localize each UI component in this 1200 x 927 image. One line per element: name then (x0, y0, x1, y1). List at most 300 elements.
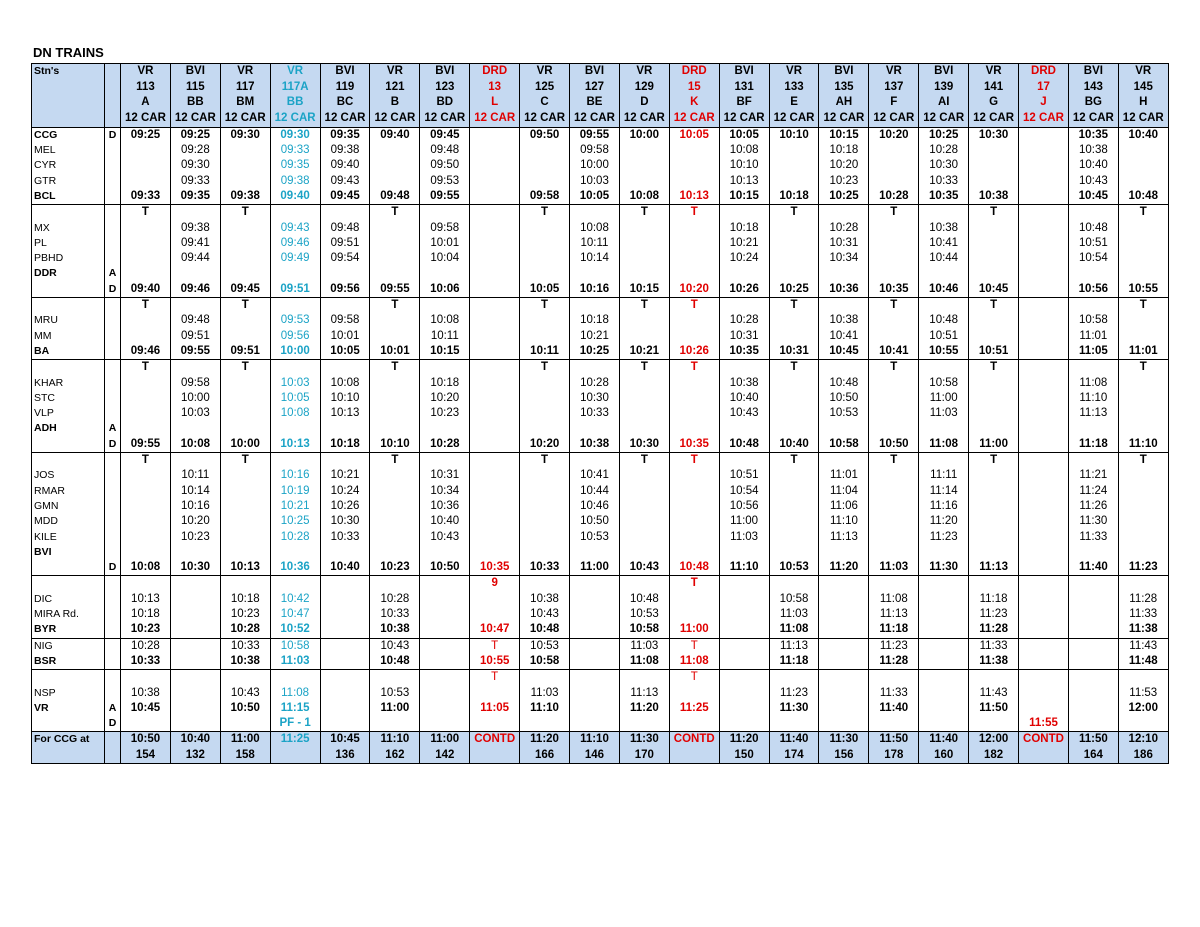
station-name: CCG (32, 127, 105, 143)
time-cell (869, 376, 919, 391)
time-cell (121, 545, 171, 560)
time-cell (1019, 143, 1069, 158)
time-cell: T (869, 360, 919, 376)
time-cell: 11:00 (220, 732, 270, 748)
time-cell (819, 686, 869, 701)
train-header-number: 117 (220, 80, 270, 96)
time-cell (320, 421, 370, 436)
time-cell (669, 174, 719, 189)
time-cell (121, 391, 171, 406)
time-cell: 10:08 (719, 143, 769, 158)
time-cell (619, 406, 669, 421)
time-cell: 10:53 (520, 638, 570, 654)
time-cell (370, 329, 420, 344)
time-cell: 11:33 (869, 686, 919, 701)
arr-dep-marker (105, 174, 121, 189)
time-cell: 10:28 (719, 313, 769, 328)
time-cell (170, 622, 220, 638)
time-cell: 10:48 (1118, 189, 1168, 205)
time-cell: 09:40 (121, 282, 171, 298)
time-cell (919, 622, 969, 638)
time-cell: 10:06 (420, 282, 470, 298)
time-cell (969, 499, 1019, 514)
time-cell: 10:13 (220, 560, 270, 576)
time-cell: 186 (1118, 748, 1168, 764)
time-cell (869, 576, 919, 592)
time-cell (1019, 421, 1069, 436)
time-cell (470, 189, 520, 205)
station-name: BSR (32, 654, 105, 670)
table-row (32, 127, 1169, 143)
time-cell: 10:34 (819, 251, 869, 266)
train-header-origin: BVI (170, 64, 220, 80)
time-cell (1019, 437, 1069, 453)
time-cell: 10:20 (669, 282, 719, 298)
time-cell (619, 514, 669, 529)
time-cell: 10:28 (570, 376, 620, 391)
time-cell: 10:38 (121, 686, 171, 701)
time-cell (669, 406, 719, 421)
time-cell (170, 421, 220, 436)
time-cell: 10:45 (320, 732, 370, 748)
time-cell: T (121, 298, 171, 314)
time-cell (869, 514, 919, 529)
time-cell (470, 514, 520, 529)
time-cell (470, 716, 520, 732)
time-cell (470, 376, 520, 391)
time-cell (619, 670, 669, 686)
time-cell (370, 670, 420, 686)
time-cell: 10:15 (719, 189, 769, 205)
time-cell: 10:48 (1068, 221, 1118, 236)
time-cell: 09:58 (520, 189, 570, 205)
time-cell (769, 716, 819, 732)
time-cell (170, 701, 220, 716)
time-cell: CONTD (669, 732, 719, 748)
train-header-cars: 12 CAR (1118, 111, 1168, 127)
time-cell: 10:03 (170, 406, 220, 421)
time-cell: 132 (170, 748, 220, 764)
time-cell (320, 701, 370, 716)
time-cell: 10:25 (769, 282, 819, 298)
arr-dep-marker: A (105, 701, 121, 716)
time-cell: 11:00 (719, 514, 769, 529)
time-cell (470, 205, 520, 221)
time-cell: 10:52 (270, 622, 320, 638)
station-name: CYR (32, 158, 105, 173)
arr-dep-marker (105, 236, 121, 251)
time-cell (819, 453, 869, 469)
train-header-cars: 12 CAR (1068, 111, 1118, 127)
time-cell: 11:30 (1068, 514, 1118, 529)
time-cell: 10:24 (320, 484, 370, 499)
train-header-cars: 12 CAR (270, 111, 320, 127)
train-header-code: K (669, 95, 719, 111)
time-cell (1068, 607, 1118, 622)
train-header-code: G (969, 95, 1019, 111)
time-cell (220, 716, 270, 732)
time-cell: 11:03 (619, 638, 669, 654)
time-cell (520, 251, 570, 266)
time-cell: 10:56 (1068, 282, 1118, 298)
time-cell (570, 701, 620, 716)
time-cell: 10:36 (819, 282, 869, 298)
time-cell (520, 329, 570, 344)
arr-dep-marker: A (105, 266, 121, 281)
time-cell: 10:10 (370, 437, 420, 453)
time-cell: 11:00 (370, 701, 420, 716)
time-cell (669, 716, 719, 732)
time-cell (470, 344, 520, 360)
time-cell: 10:44 (570, 484, 620, 499)
table-row (32, 376, 1169, 391)
time-cell (220, 484, 270, 499)
time-cell: 09:30 (220, 127, 270, 143)
time-cell (370, 468, 420, 483)
time-cell (919, 701, 969, 716)
train-header-origin: VR (121, 64, 171, 80)
time-cell (1068, 670, 1118, 686)
time-cell: 09:46 (270, 236, 320, 251)
time-cell: 11:03 (520, 686, 570, 701)
time-cell: T (220, 360, 270, 376)
time-cell: 09:48 (420, 143, 470, 158)
time-cell: 09:43 (320, 174, 370, 189)
time-cell: 09:45 (220, 282, 270, 298)
time-cell (669, 421, 719, 436)
time-cell: 10:53 (819, 406, 869, 421)
time-cell (819, 266, 869, 281)
time-cell: 09:41 (170, 236, 220, 251)
train-header-code: BM (220, 95, 270, 111)
time-cell: 10:41 (819, 329, 869, 344)
time-cell (1118, 576, 1168, 592)
time-cell: 10:13 (121, 592, 171, 607)
time-cell (1019, 468, 1069, 483)
time-cell (969, 545, 1019, 560)
time-cell (969, 174, 1019, 189)
time-cell: 09:58 (420, 221, 470, 236)
time-cell (1019, 453, 1069, 469)
time-cell: 10:19 (270, 484, 320, 499)
time-cell: 10:18 (769, 189, 819, 205)
time-cell: 10:50 (420, 560, 470, 576)
time-cell (769, 468, 819, 483)
time-cell (969, 313, 1019, 328)
time-cell (320, 576, 370, 592)
time-cell (121, 174, 171, 189)
time-cell (769, 421, 819, 436)
time-cell (969, 514, 1019, 529)
time-cell (1019, 686, 1069, 701)
train-header-code: H (1118, 95, 1168, 111)
time-cell (869, 530, 919, 545)
time-cell: 11:08 (769, 622, 819, 638)
time-cell (220, 468, 270, 483)
time-cell: 10:51 (919, 329, 969, 344)
time-cell (1019, 251, 1069, 266)
time-cell: 11:50 (1068, 732, 1118, 748)
time-cell (619, 376, 669, 391)
time-cell (1019, 376, 1069, 391)
time-cell (819, 670, 869, 686)
time-cell (370, 716, 420, 732)
time-cell (869, 174, 919, 189)
time-cell (819, 716, 869, 732)
time-cell (769, 670, 819, 686)
time-cell (121, 670, 171, 686)
time-cell: 10:04 (420, 251, 470, 266)
station-name (32, 205, 105, 221)
time-cell: 10:33 (320, 530, 370, 545)
time-cell: 09:58 (170, 376, 220, 391)
train-header-number: 133 (769, 80, 819, 96)
time-cell (819, 638, 869, 654)
time-cell (1068, 266, 1118, 281)
time-cell (520, 545, 570, 560)
time-cell: 11:33 (1068, 530, 1118, 545)
time-cell (570, 592, 620, 607)
time-cell (520, 266, 570, 281)
time-cell (1118, 670, 1168, 686)
time-cell (220, 221, 270, 236)
time-cell (919, 298, 969, 314)
time-cell: 10:45 (121, 701, 171, 716)
time-cell: 10:05 (719, 127, 769, 143)
time-cell (719, 670, 769, 686)
time-cell (1068, 716, 1118, 732)
time-cell (619, 484, 669, 499)
time-cell: 11:00 (919, 391, 969, 406)
time-cell (769, 143, 819, 158)
time-cell (619, 576, 669, 592)
time-cell: 10:18 (719, 221, 769, 236)
time-cell: 11:20 (819, 560, 869, 576)
time-cell: 09:55 (170, 344, 220, 360)
train-header-number: 139 (919, 80, 969, 96)
train-header-number: 17 (1019, 80, 1069, 96)
arr-dep-marker (105, 530, 121, 545)
time-cell: 10:28 (819, 221, 869, 236)
time-cell: 10:34 (420, 484, 470, 499)
time-cell (320, 205, 370, 221)
time-cell: 11:30 (819, 732, 869, 748)
arr-dep-marker: A (105, 421, 121, 436)
time-cell (619, 530, 669, 545)
train-header-number: 125 (520, 80, 570, 96)
time-cell (1118, 514, 1168, 529)
time-cell (370, 174, 420, 189)
time-cell: T (769, 205, 819, 221)
time-cell (470, 748, 520, 764)
time-cell (1118, 158, 1168, 173)
time-cell (170, 670, 220, 686)
time-cell (1019, 282, 1069, 298)
table-row (32, 251, 1169, 266)
time-cell (470, 221, 520, 236)
time-cell (220, 376, 270, 391)
train-header-origin: VR (270, 64, 320, 80)
time-cell: T (969, 453, 1019, 469)
time-cell: 10:35 (1068, 127, 1118, 143)
time-cell: 10:23 (370, 560, 420, 576)
time-cell (520, 484, 570, 499)
train-header-origin: BVI (570, 64, 620, 80)
station-name: ADH (32, 421, 105, 436)
train-header-number: 145 (1118, 80, 1168, 96)
time-cell: 11:05 (1068, 344, 1118, 360)
time-cell (769, 313, 819, 328)
arr-dep-marker (105, 453, 121, 469)
time-cell (170, 638, 220, 654)
time-cell: 10:43 (420, 530, 470, 545)
time-cell: 10:25 (819, 189, 869, 205)
table-row (32, 530, 1169, 545)
table-row (32, 484, 1169, 499)
time-cell (420, 622, 470, 638)
train-header-cars: 12 CAR (220, 111, 270, 127)
time-cell (1019, 158, 1069, 173)
train-header-origin: DRD (470, 64, 520, 80)
time-cell: 11:53 (1118, 686, 1168, 701)
time-cell (370, 499, 420, 514)
time-cell (1019, 654, 1069, 670)
time-cell: 09:55 (420, 189, 470, 205)
time-cell: 11:11 (919, 468, 969, 483)
time-cell (719, 701, 769, 716)
time-cell: 10:48 (370, 654, 420, 670)
time-cell: T (220, 205, 270, 221)
station-name (32, 298, 105, 314)
time-cell (1019, 592, 1069, 607)
table-row (32, 686, 1169, 701)
time-cell (520, 221, 570, 236)
table-row (32, 421, 1169, 436)
time-cell: 09:38 (220, 189, 270, 205)
time-cell (969, 576, 1019, 592)
time-cell (121, 313, 171, 328)
time-cell (1068, 205, 1118, 221)
train-header-code: BD (420, 95, 470, 111)
time-cell: T (520, 453, 570, 469)
time-cell (220, 329, 270, 344)
time-cell: 10:48 (719, 437, 769, 453)
time-cell (220, 236, 270, 251)
time-cell: 10:30 (619, 437, 669, 453)
time-cell (769, 329, 819, 344)
time-cell (420, 298, 470, 314)
time-cell: 11:10 (719, 560, 769, 576)
time-cell: PF - 1 (270, 716, 320, 732)
station-name (32, 716, 105, 732)
time-cell (270, 421, 320, 436)
time-cell: 11:20 (619, 701, 669, 716)
table-row (32, 236, 1169, 251)
time-cell (869, 266, 919, 281)
train-header-cars: 12 CAR (320, 111, 370, 127)
time-cell: 10:23 (170, 530, 220, 545)
time-cell (669, 607, 719, 622)
time-cell: T (969, 360, 1019, 376)
table-row (32, 329, 1169, 344)
station-name: DDR (32, 266, 105, 281)
station-name: MDD (32, 514, 105, 529)
train-header-number: 123 (420, 80, 470, 96)
time-cell (470, 282, 520, 298)
time-cell (1118, 143, 1168, 158)
time-cell: 10:20 (170, 514, 220, 529)
time-cell (1019, 484, 1069, 499)
time-cell: 11:13 (819, 530, 869, 545)
time-cell: 10:48 (819, 376, 869, 391)
time-cell: T (619, 453, 669, 469)
time-cell (170, 576, 220, 592)
station-name: NIG (32, 638, 105, 654)
time-cell (420, 266, 470, 281)
time-cell (121, 266, 171, 281)
time-cell: T (370, 360, 420, 376)
time-cell: 10:43 (370, 638, 420, 654)
time-cell: 11:10 (370, 732, 420, 748)
time-cell: 09:25 (121, 127, 171, 143)
time-cell: 09:30 (170, 158, 220, 173)
time-cell: 11:08 (270, 686, 320, 701)
time-cell (869, 329, 919, 344)
time-cell: T (121, 453, 171, 469)
time-cell (719, 686, 769, 701)
time-cell (869, 406, 919, 421)
time-cell: 09:25 (170, 127, 220, 143)
time-cell (919, 205, 969, 221)
time-cell: 10:30 (170, 560, 220, 576)
time-cell (769, 236, 819, 251)
time-cell: 11:08 (919, 437, 969, 453)
time-cell: 11:55 (1019, 716, 1069, 732)
time-cell: 11:23 (969, 607, 1019, 622)
time-cell (170, 686, 220, 701)
train-header-origin: BVI (320, 64, 370, 80)
time-cell (370, 545, 420, 560)
time-cell: 10:28 (869, 189, 919, 205)
time-cell (121, 576, 171, 592)
time-cell: 11:10 (819, 514, 869, 529)
time-cell: T (669, 670, 719, 686)
time-cell (270, 576, 320, 592)
time-cell: 10:20 (520, 437, 570, 453)
time-cell: 156 (819, 748, 869, 764)
time-cell (619, 716, 669, 732)
train-header-number: 115 (170, 80, 220, 96)
table-row (32, 266, 1169, 281)
time-cell: 11:23 (769, 686, 819, 701)
time-cell (520, 313, 570, 328)
arr-dep-marker (105, 468, 121, 483)
train-header-number: 119 (320, 80, 370, 96)
time-cell (769, 158, 819, 173)
time-cell (1019, 205, 1069, 221)
time-cell (769, 545, 819, 560)
time-cell: 10:14 (570, 251, 620, 266)
time-cell (969, 266, 1019, 281)
time-cell (769, 530, 819, 545)
time-cell: 11:40 (769, 732, 819, 748)
time-cell (1118, 530, 1168, 545)
time-cell: 10:24 (719, 251, 769, 266)
time-cell: 10:43 (719, 406, 769, 421)
time-cell: 11:00 (969, 437, 1019, 453)
time-cell (869, 421, 919, 436)
time-cell: 10:23 (819, 174, 869, 189)
